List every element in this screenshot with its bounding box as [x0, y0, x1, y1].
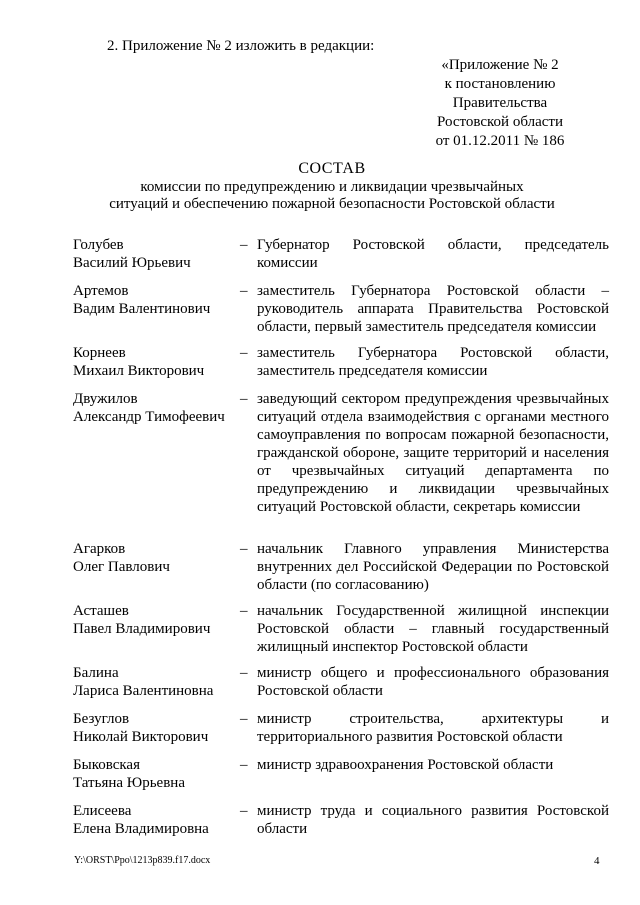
- appendix-line: от 01.12.2011 № 186: [435, 133, 565, 149]
- member-dash: –: [240, 711, 248, 727]
- appendix-line: «Приложение № 2: [441, 57, 559, 73]
- page-number: 4: [594, 855, 600, 867]
- member-role: министр здравоохранения Ростовской области: [257, 757, 554, 773]
- member-dash: –: [240, 757, 248, 773]
- member-surname: Корнеев: [73, 345, 126, 361]
- heading-title: СОСТАВ: [298, 160, 366, 177]
- member-name: [73, 802, 233, 838]
- member-role: министр строительства, архитектуры и территориального развития Ростовской области: [257, 711, 609, 745]
- heading-line: ситуаций и обеспечению пожарной безопасности Ростовской области: [109, 196, 555, 212]
- member-given-names: Василий Юрьевич: [73, 255, 191, 271]
- member-surname: Двужилов: [73, 391, 138, 407]
- member-surname: Елисеева: [73, 803, 132, 819]
- member-dash: –: [240, 665, 248, 681]
- member-role: заместитель Губернатора Ростовской области – руководитель аппарата Правительства Ростовской области, первый заместитель председателя комиссии: [257, 283, 609, 335]
- member-name: [73, 756, 233, 792]
- member-given-names: Лариса Валентиновна: [73, 683, 214, 699]
- appendix-line: Ростовской области: [437, 114, 563, 130]
- member-dash: –: [240, 541, 248, 557]
- member-surname: Агарков: [73, 541, 126, 557]
- member-dash: –: [240, 803, 248, 819]
- appendix-line: Правительства: [452, 95, 548, 111]
- member-surname: Балина: [73, 665, 119, 681]
- member-name: [73, 236, 233, 272]
- member-given-names: Елена Владимировна: [73, 821, 209, 837]
- heading-line: комиссии по предупреждению и ликвидации чрезвычайных: [140, 179, 524, 195]
- member-role: министр общего и профессионального образования Ростовской области: [257, 665, 609, 699]
- member-given-names: Михаил Викторович: [73, 363, 205, 379]
- member-surname: Быковская: [73, 757, 140, 773]
- member-given-names: Татьяна Юрьевна: [73, 775, 185, 791]
- member-given-names: Павел Владимирович: [73, 621, 211, 637]
- member-role: министр труда и социального развития Ростовской области: [257, 803, 609, 837]
- member-role: заведующий сектором предупреждения чрезвычайных ситуаций отдела взаимодействия с органами местного самоуправления по вопросам пожарной безопасности, гражданской обороне, защите территорий и населения от чрезвычайных ситуаций департамента по предупреждению и ликвидации чрезвычайных ситуаций Ростовской области, секретарь комиссии: [257, 391, 609, 515]
- member-dash: –: [240, 603, 248, 619]
- member-given-names: Олег Павлович: [73, 559, 170, 575]
- member-role: начальник Государственной жилищной инспекции Ростовской области – главный государственный жилищный инспектор Ростовской области: [257, 603, 609, 655]
- member-name: [73, 282, 233, 318]
- member-role: Губернатор Ростовской области, председатель комиссии: [257, 237, 609, 271]
- member-surname: Артемов: [73, 283, 129, 299]
- member-name: [73, 710, 233, 746]
- member-dash: –: [240, 237, 248, 253]
- member-dash: –: [240, 283, 248, 299]
- member-surname: Голубев: [73, 237, 124, 253]
- member-role: начальник Главного управления Министерства внутренних дел Российской Федерации по Ростовской области (по согласованию): [257, 541, 609, 593]
- intro-sentence: 2. Приложение № 2 изложить в редакции:: [107, 38, 375, 54]
- member-name: [73, 664, 233, 700]
- member-dash: –: [240, 391, 248, 407]
- member-surname: Безуглов: [73, 711, 130, 727]
- member-name: [73, 344, 233, 380]
- member-given-names: Александр Тимофеевич: [73, 409, 225, 425]
- member-role: заместитель Губернатора Ростовской области, заместитель председателя комиссии: [257, 345, 609, 379]
- member-given-names: Вадим Валентинович: [73, 301, 211, 317]
- member-name: [73, 602, 233, 638]
- member-surname: Асташев: [73, 603, 129, 619]
- footer-file-path: Y:\ORST\Ppo\1213p839.f17.docx: [74, 855, 211, 866]
- member-given-names: Николай Викторович: [73, 729, 209, 745]
- member-name: [73, 540, 233, 576]
- appendix-line: к постановлению: [444, 76, 556, 92]
- member-dash: –: [240, 345, 248, 361]
- member-name: [73, 390, 233, 426]
